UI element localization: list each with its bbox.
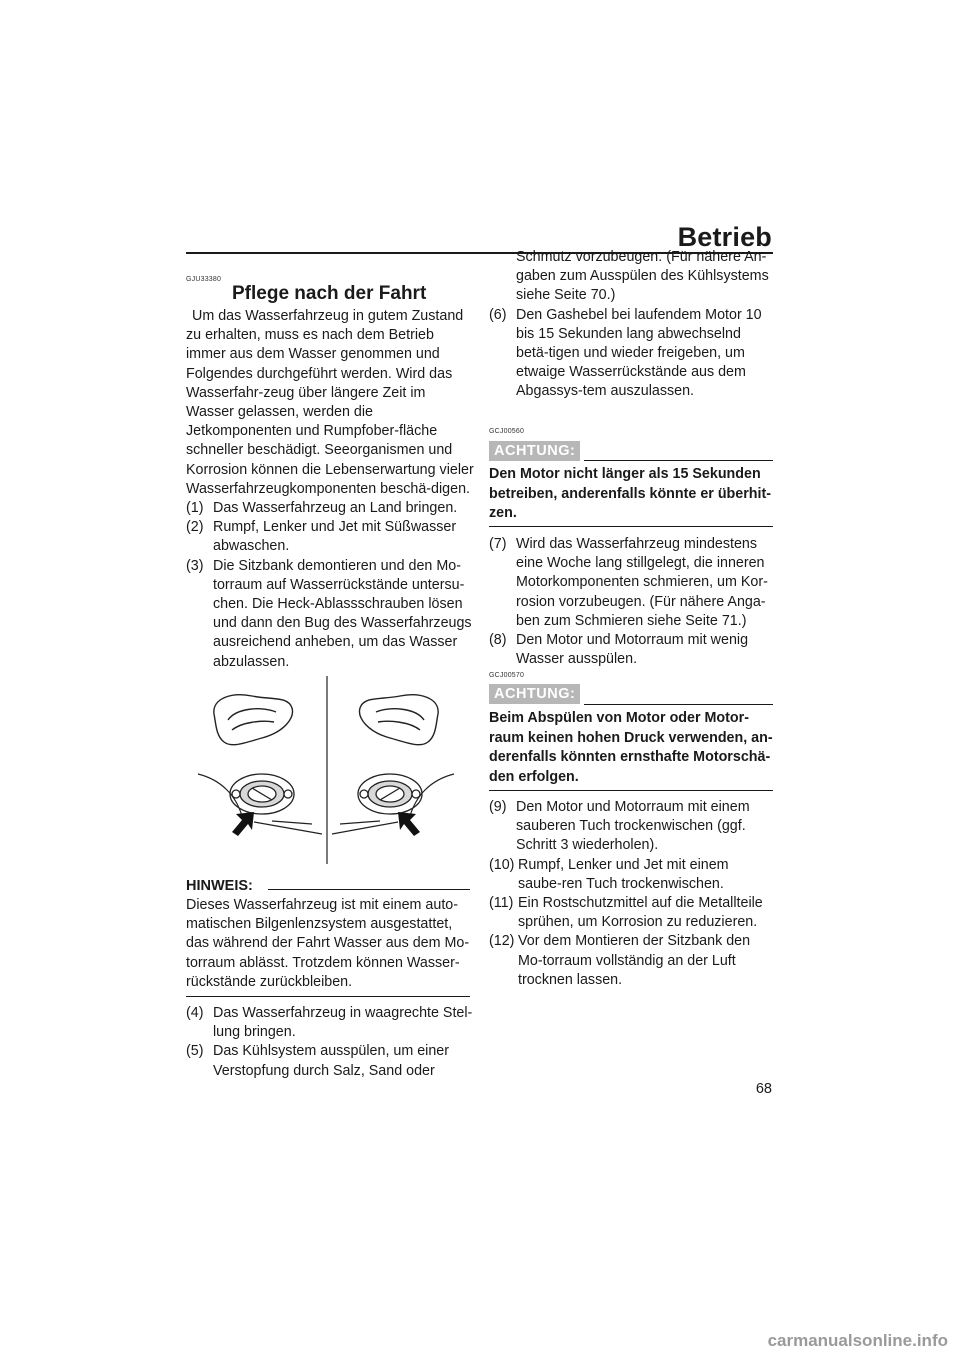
note-heading: HINWEIS:	[186, 878, 253, 894]
caution-badge: ACHTUNG:	[489, 441, 580, 461]
right-column-text-3	[489, 798, 774, 990]
step-text: Die Sitzbank demontieren und den Mo-torraum auf Wasserrückstände untersu-chen. Die Heck-Ablassschrauben lösen und dann den Bug des Wasserfahrzeugs ausreichend anheben, um das Wasser abzulassen.	[213, 557, 472, 670]
step-number: (5)	[186, 1043, 204, 1060]
caution-text: Den Motor nicht länger als 15 Sekunden betreiben, anderenfalls könnte er überhit-zen.	[489, 466, 772, 521]
step-text: Den Motor und Motorraum mit einem sauberen Tuch trockenwischen (ggf. Schritt 3 wiederholen).	[516, 799, 750, 854]
caution-badge: ACHTUNG:	[489, 684, 580, 704]
caution-code: GCJ00560	[489, 428, 525, 435]
step-6	[489, 306, 774, 402]
caution-bottom-rule	[489, 526, 773, 527]
left-column-text-2	[186, 1004, 476, 1081]
step-11	[489, 894, 774, 932]
step-3	[186, 557, 476, 672]
caution-top-rule	[584, 460, 773, 461]
step-text: Rumpf, Lenker und Jet mit einem saube-ren Tuch trockenwischen.	[518, 856, 729, 892]
step-number: (9)	[489, 799, 507, 815]
intro-paragraph: Um das Wasserfahrzeug in gutem Zustand zu erhalten, muss es nach dem Betrieb immer aus dem Wasser genommen und Folgendes durchgeführt werden. Wird das Wasserfahr-zeug über längere Zeit im Wasser gelassen, werden die Jetkomponenten und Rumpfober-fläche schneller beschädigt. Seeorganismen und Korrosion können die Lebenserwartung vieler Wasserfahrzeugkomponenten beschä-digen.	[186, 308, 474, 497]
left-column-text-1	[186, 307, 476, 672]
section-title: Pflege nach der Fahrt	[232, 283, 427, 304]
right-arrow-icon	[398, 812, 420, 836]
step-9	[489, 798, 774, 856]
step-number: (7)	[489, 536, 507, 552]
step-number: (1)	[186, 500, 204, 517]
step-12	[489, 932, 774, 990]
note-bottom-rule	[186, 996, 470, 997]
step-8	[489, 631, 774, 669]
step-number: (2)	[186, 519, 204, 536]
step-7	[489, 535, 774, 631]
step-1	[186, 499, 476, 518]
step-number: (12)	[489, 933, 515, 950]
page-number: 68	[755, 1081, 772, 1097]
note-top-rule	[268, 889, 470, 890]
right-column-text-1	[489, 248, 774, 402]
right-handle-icon	[360, 695, 439, 745]
step-number: (4)	[186, 1005, 204, 1021]
drain-plug-illustration	[192, 676, 460, 866]
step-text: Rumpf, Lenker und Jet mit Süßwasser abwaschen.	[213, 519, 457, 555]
page-header-title: Betrieb	[677, 222, 772, 252]
step-text: Das Wasserfahrzeug an Land bringen.	[213, 500, 458, 517]
step-text: Das Wasserfahrzeug in waagrechte Stel-lung bringen.	[213, 1005, 473, 1041]
section-code: GJU33380	[186, 276, 222, 283]
caution-top-rule	[584, 704, 773, 705]
step-number: (6)	[489, 306, 507, 323]
step-text: Vor dem Montieren der Sitzbank den Mo-torraum vollständig an der Luft trocknen lassen.	[518, 933, 751, 988]
step-number: (10)	[489, 856, 515, 873]
step-10	[489, 856, 774, 894]
step-number: (8)	[489, 632, 507, 649]
step-text: Das Kühlsystem ausspülen, um einer Verstopfung durch Salz, Sand oder	[213, 1043, 450, 1079]
step-number: (3)	[186, 557, 204, 574]
step-text: Ein Rostschutzmittel auf die Metallteile sprühen, um Korrosion zu reduzieren.	[518, 895, 763, 931]
step-number: (11)	[489, 895, 514, 912]
step-text: Wird das Wasserfahrzeug mindestens eine Woche lang stillgelegt, die inneren Motorkomponenten schmieren, um Kor-rosion vorzubeugen. (Für nähere Anga-ben zum Schmieren siehe Seite 71.)	[516, 536, 768, 629]
left-arrow-icon	[232, 812, 254, 836]
left-handle-icon	[214, 695, 293, 745]
note-text: Dieses Wasserfahrzeug ist mit einem auto-matischen Bilgenlenzsystem ausgestattet, das während der Fahrt Wasser aus dem Mo-torraum ablässt. Trotzdem können Wasser-rückstände zurückbleiben.	[186, 897, 470, 990]
caution-text: Beim Abspülen von Motor oder Motor-raum keinen hohen Druck verwenden, an-derenfalls könnten ernsthafte Motorschä-den erfolgen.	[489, 710, 773, 785]
step-text: Den Gashebel bei laufendem Motor 10 bis 15 Sekunden lang abwechselnd betä-tigen und wieder freigeben, um etwaige Wasserrückstände aus dem Abgassys-tem auszulassen.	[516, 306, 762, 400]
step-5	[186, 1042, 476, 1080]
step-5-continued	[489, 248, 774, 306]
right-column-text-2	[489, 535, 774, 669]
step-4	[186, 1004, 476, 1042]
watermark: carmanualsonline.info	[767, 1331, 948, 1350]
caution-code: GCJ00570	[489, 672, 525, 679]
step-2	[186, 518, 476, 556]
step-text: Schmutz vorzubeugen. (Für nähere An-gaben zum Ausspülen des Kühlsystems siehe Seite 70.)	[516, 249, 769, 304]
caution-bottom-rule	[489, 790, 773, 791]
step-text: Den Motor und Motorraum mit wenig Wasser ausspülen.	[516, 632, 749, 668]
